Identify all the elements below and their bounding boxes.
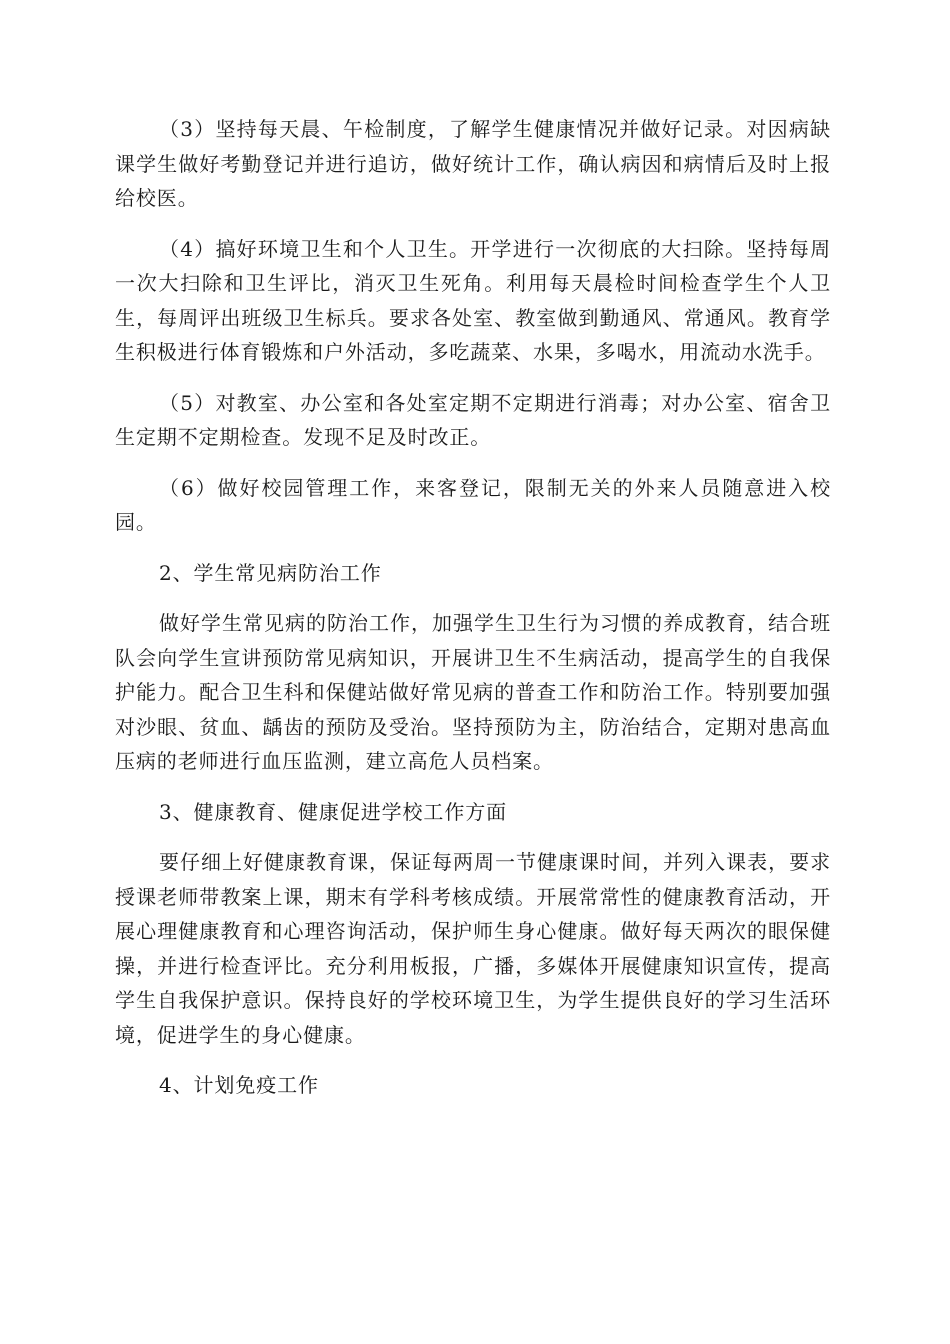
paragraph-campus-management: （6）做好校园管理工作，来客登记，限制无关的外来人员随意进入校园。	[115, 475, 831, 534]
paragraph-disinfection: （5）对教室、办公室和各处室定期不定期进行消毒；对办公室、宿舍卫生定期不定期检查。发现不足及时改正。	[115, 390, 831, 449]
section-heading-health-education: 3、健康教育、健康促进学校工作方面	[159, 799, 508, 824]
paragraph-health-education: 要仔细上好健康教育课，保证每两周一节健康课时间，并列入课表，要求授课老师带教案上课，期末有学科考核成绩。开展常常性的健康教育活动，开展心理健康教育和心理咨询活动，保护师生身心健康。做好每天两次的眼保健操，并进行检查评比。充分利用板报，广播，多媒体开展健康知识宣传，提高学生自我保护意识。保持良好的学校环境卫生，为学生提供良好的学习生活环境，促进学生的身心健康。	[115, 850, 831, 1047]
paragraph-morning-check: （3）坚持每天晨、午检制度，了解学生健康情况并做好记录。对因病缺课学生做好考勤登记并进行追访，做好统计工作，确认病因和病情后及时上报给校医。	[115, 117, 831, 210]
document-page	[115, 112, 831, 1119]
section-heading-immunization: 4、计划免疫工作	[159, 1073, 319, 1097]
section-heading-disease-prevention: 2、学生常见病防治工作	[159, 560, 382, 585]
paragraph-disease-prevention: 做好学生常见病的防治工作，加强学生卫生行为习惯的养成教育，结合班队会向学生宣讲预防常见病知识，开展讲卫生不生病活动，提高学生的自我保护能力。配合卫生科和保健站做好常见病的普查工作和防治工作。特别要加强对沙眼、贫血、龋齿的预防及受治。坚持预防为主，防治结合，定期对患高血压病的老师进行血压监测，建立高危人员档案。	[115, 611, 831, 773]
paragraph-environment-hygiene: （4）搞好环境卫生和个人卫生。开学进行一次彻底的大扫除。坚持每周一次大扫除和卫生评比，消灭卫生死角。利用每天晨检时间检查学生个人卫生，每周评出班级卫生标兵。要求各处室、教室做到勤通风、常通风。教育学生积极进行体育锻炼和户外活动，多吃蔬菜、水果，多喝水，用流动水洗手。	[115, 236, 831, 364]
